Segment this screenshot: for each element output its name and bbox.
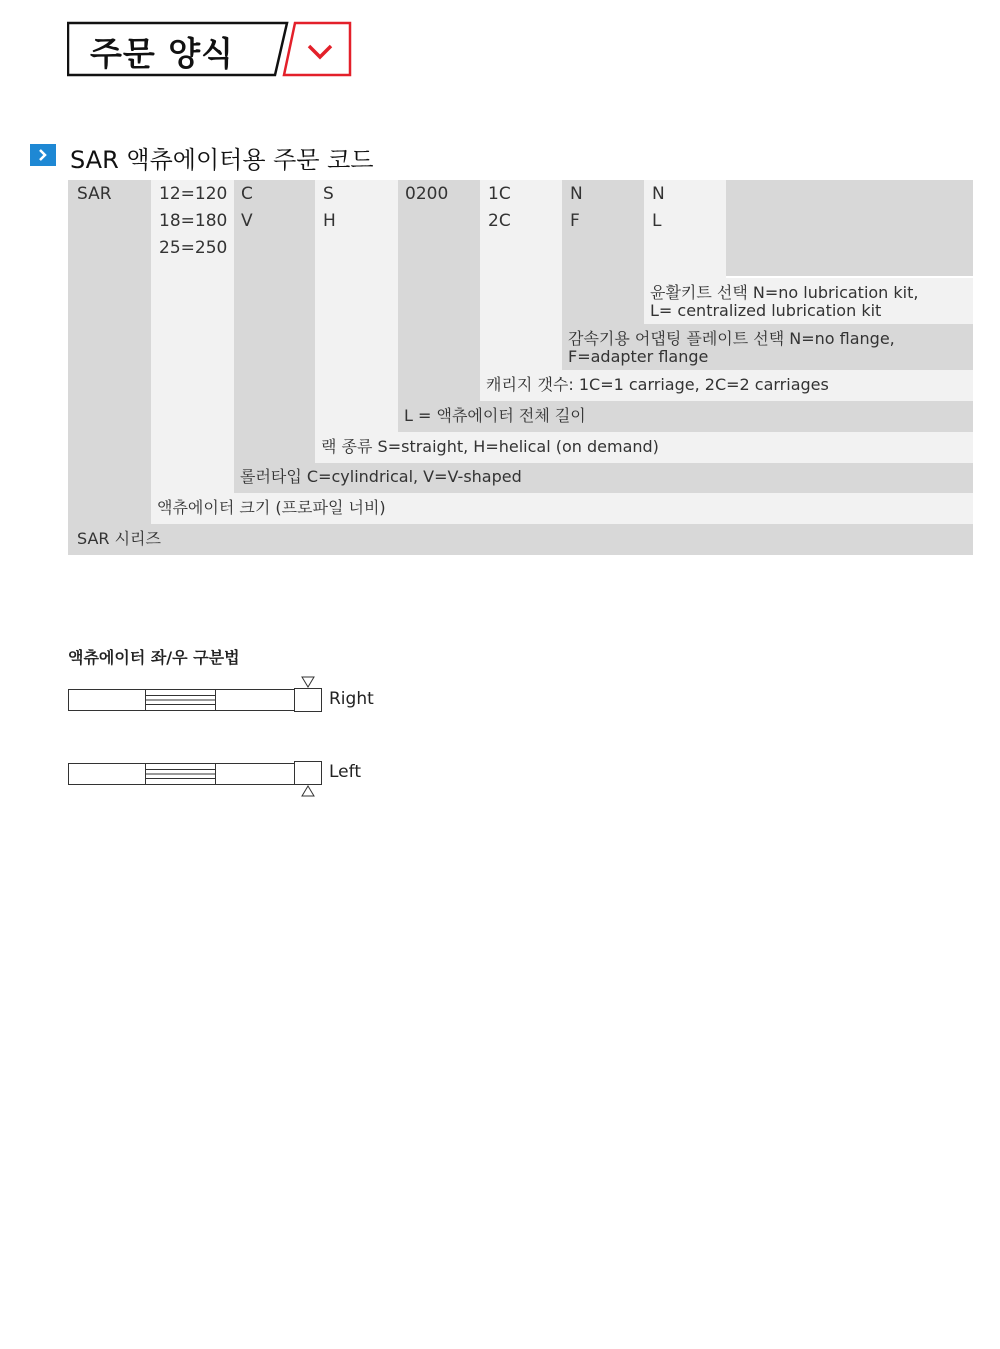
code-size: 12=120 18=180 25=250 (159, 184, 228, 258)
desc-roller-type: 롤러타입 C=cylindrical, V=V-shaped (240, 467, 522, 486)
code-series: SAR (77, 184, 112, 204)
desc-lubrication: 윤활키트 선택 N=no lubrication kit, L= centralized lubrication kit (650, 283, 919, 320)
lr-section-title: 액츄에이터 좌/우 구분법 (68, 648, 240, 667)
desc-length: L = 액츄에이터 전체 길이 (404, 406, 586, 425)
left-actuator-diagram (67, 758, 327, 800)
left-label: Left (329, 762, 361, 782)
code-roller-type: C V (241, 184, 253, 231)
desc-carriages: 캐리지 갯수: 1C=1 carriage, 2C=2 carriages (486, 375, 829, 394)
desc-series: SAR 시리즈 (77, 529, 161, 548)
right-actuator-diagram (67, 674, 327, 714)
chevron-right-icon (30, 144, 56, 166)
code-rack-type: S H (323, 184, 336, 231)
code-length: 0200 (405, 184, 449, 204)
chevron-down-icon[interactable] (306, 42, 334, 62)
page-title: 주문 양식 (90, 34, 235, 73)
desc-size: 액츄에이터 크기 (프로파일 너비) (157, 498, 386, 517)
code-carriages: 1C 2C (488, 184, 511, 231)
code-lubrication: N L (652, 184, 665, 231)
code-flange: N F (570, 184, 583, 231)
section-title: SAR 액츄에이터용 주문 코드 (70, 146, 374, 174)
desc-rack-type: 랙 종류 S=straight, H=helical (on demand) (321, 437, 659, 456)
right-label: Right (329, 689, 374, 709)
order-code-table (68, 180, 973, 555)
desc-flange: 감속기용 어댑팅 플레이트 선택 N=no flange, F=adapter flange (568, 329, 895, 366)
